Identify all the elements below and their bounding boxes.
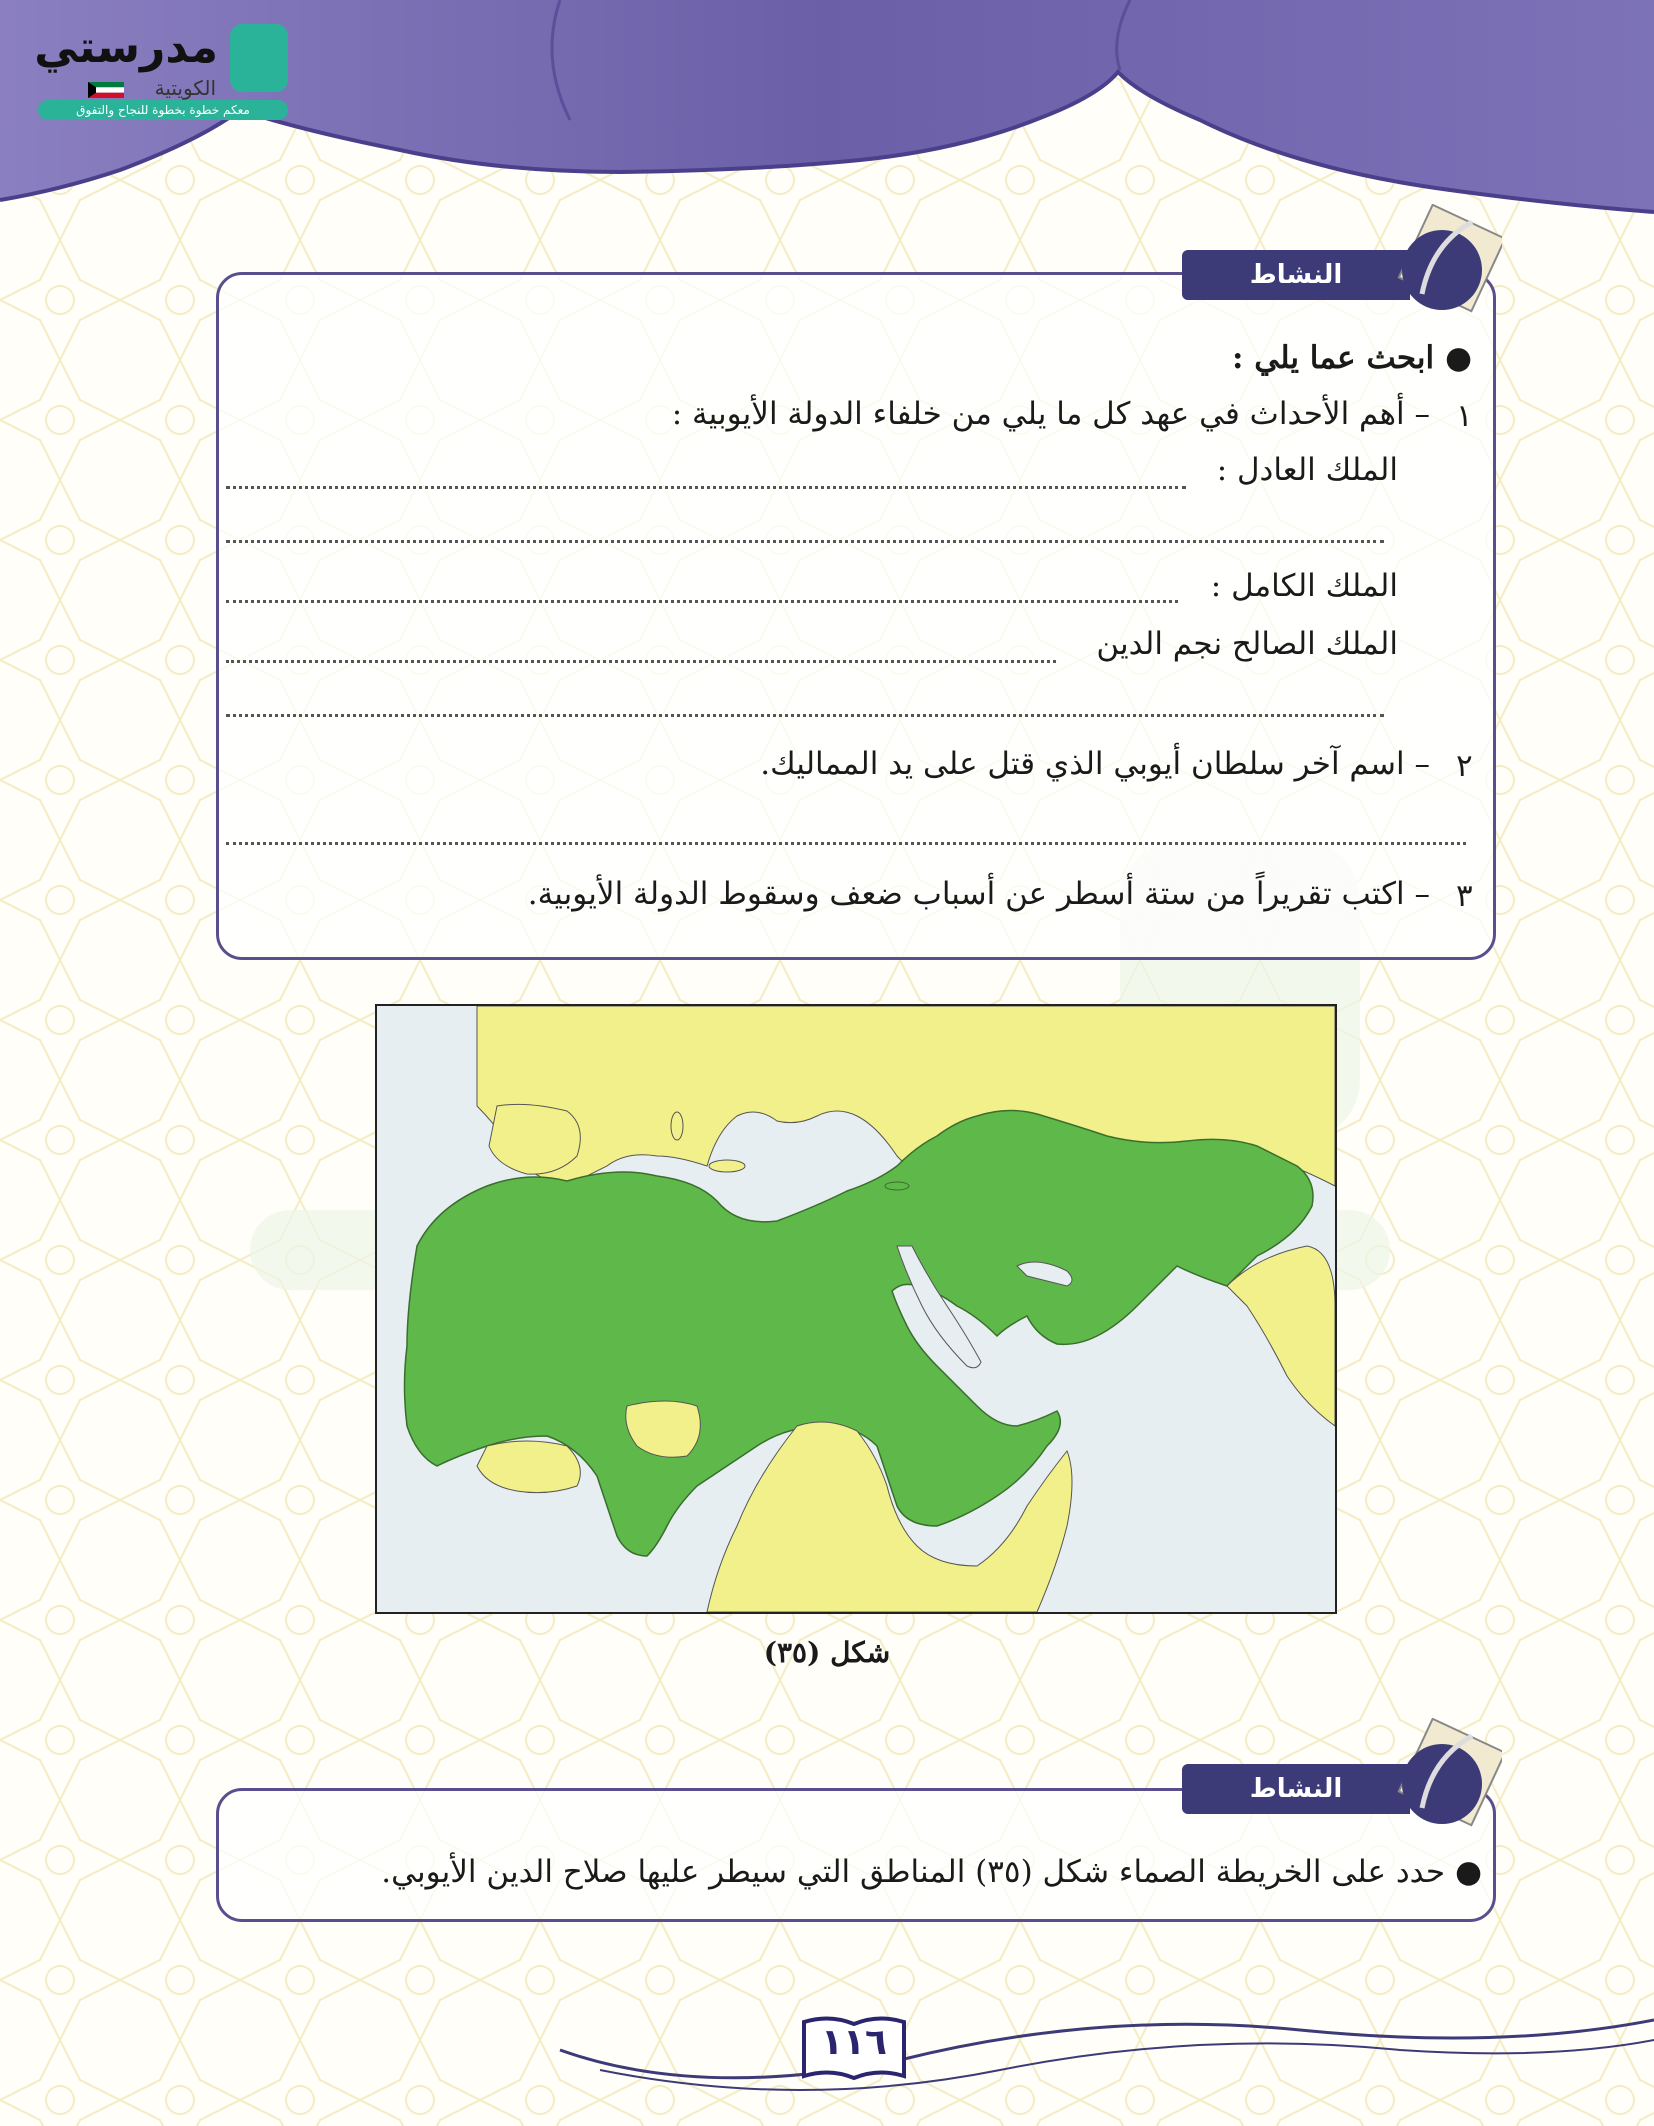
ruler-kamil-label: الملك الكامل : [1210,568,1398,604]
q3-text: – اكتب تقريراً من ستة أسطر عن أسباب ضعف وسقوط الدولة الأيوبية. [527,876,1430,912]
map-iberia [489,1104,580,1174]
activity1-heading [1232,340,1472,376]
answer-line-2[interactable] [226,540,1384,543]
answer-line-6[interactable] [226,842,1466,845]
kuwait-flag-icon [88,82,124,98]
quill-book-icon-2 [1392,1718,1502,1828]
q1-text: – أهم الأحداث في عهد كل ما يلي من خلفاء الدولة الأيوبية : [671,396,1430,432]
q2-number: ٢ [1456,748,1473,784]
answer-line-3[interactable] [226,600,1178,603]
heading-text: ابحث عما يلي : [1232,340,1435,376]
answer-line-5[interactable] [226,714,1384,717]
madrasati-logo [34,22,288,122]
quill-book-icon [1392,204,1502,314]
logo-subtitle: الكويتية [154,76,216,100]
q3-number: ٣ [1456,878,1473,914]
figure-caption: شكل (٣٥) [763,1636,891,1669]
blank-map-figure-35 [375,1004,1337,1614]
ruler-adil-label: الملك العادل : [1216,452,1398,488]
q1-number: ١ [1456,398,1473,434]
answer-line-1[interactable] [226,486,1186,489]
answer-line-4[interactable] [226,660,1056,663]
ruler-salih-label: الملك الصالح نجم الدين [1096,626,1398,662]
activity-badge: النشاط [1182,250,1410,300]
activity2-text: حدد على الخريطة الصماء شكل (٣٥) المناطق التي سيطر عليها صلاح الدين الأيوبي. [381,1854,1446,1890]
logo-name: مدرستي [34,22,218,73]
activity2-instruction [381,1854,1482,1890]
logo-tagline: معكم خطوة بخطوة للنجاح والتفوق [38,100,288,120]
bullet-icon: ● [1444,340,1472,376]
q2-text: – اسم آخر سلطان أيوبي الذي قتل على يد المماليك. [760,746,1430,782]
bullet-icon: ● [1454,1854,1482,1890]
activity-badge-2: النشاط [1182,1764,1410,1814]
logo-mark-icon [230,24,288,92]
page-number: ١١٦ [821,2022,887,2063]
